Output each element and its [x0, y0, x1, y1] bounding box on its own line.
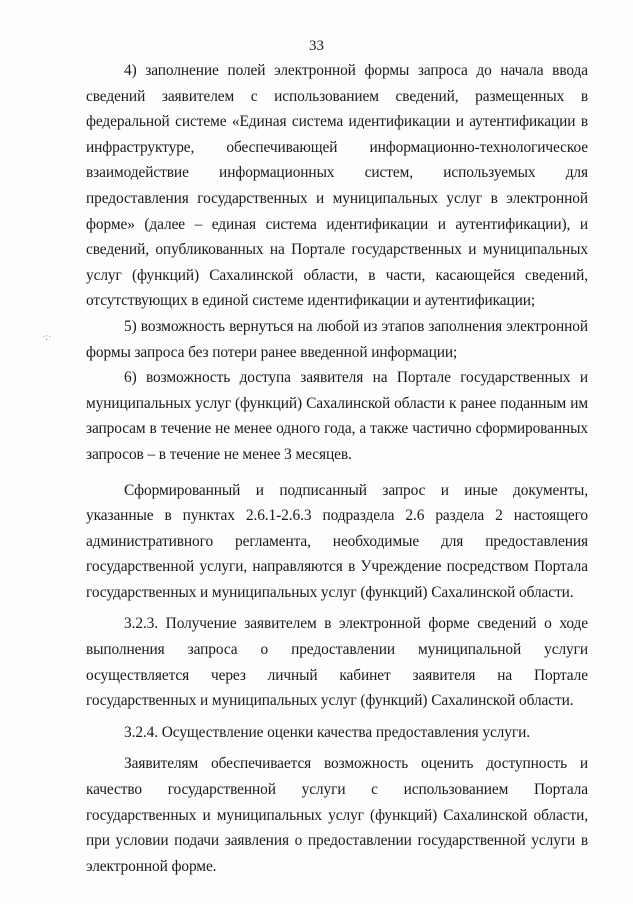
paragraph-submitted-request: Сформированный и подписанный запрос и иные документы, указанные в пунктах 2.6.1-2.6.3 подраздела 2.6 раздела 2 настоящего административного регламента, необходимые для предоставления государственной услуги, направляются в Учреждение посредством Портала государственных и муниципальных услуг (функций) Сахалинской области. [86, 481, 588, 601]
paragraph-item-4: 4) заполнение полей электронной формы запроса до начала ввода сведений заявителем с использованием сведений, размещенных в федеральной системе «Единая система идентификации и аутентификации в инфраструктуре, обеспечивающей информационно-технологическое взаимодействие информационных систем, используемых для предоставления государственных и муниципальных услуг в электронной форме» (далее – единая система идентификации и аутентификации), и сведений, опубликованных на Портале государственных и муниципальных услуг (функций) Сахалинской области, в части, касающейся сведений, отсутствующих в единой системе идентификации и аутентификации; [86, 62, 588, 310]
scan-artifact: ·:· [42, 332, 52, 343]
paragraph-3-2-3: 3.2.3. Получение заявителем в электронной форме сведений о ходе выполнения запроса о предоставлении муниципальной услуги осуществляется через личный кабинет заявителя на Портале государственных и муниципальных услуг (функций) Сахалинской области. [86, 615, 588, 710]
page-number: 33 [309, 38, 324, 54]
paragraph-3-2-4: 3.2.4. Осуществление оценки качества предоставления услуги. [124, 723, 530, 741]
paragraph-item-5: 5) возможность вернуться на любой из этапов заполнения электронной формы запроса без потери ранее введенной информации; [86, 317, 588, 361]
paragraph-item-6: 6) возможность доступа заявителя на Портале государственных и муниципальных услуг (функций) Сахалинской области к ранее поданным им запросам в течение не менее одного года, а также частично сформированных запросов – в течение не менее 3 месяцев. [86, 369, 588, 463]
document-body [86, 58, 588, 879]
paragraph-quality-assessment: Заявителям обеспечивается возможность оценить доступность и качество государственной услуги с использованием Портала государственных и муниципальных услуг (функций) Сахалинской области, при условии подачи заявления о предоставлении государственной услуги в электронной форме. [86, 755, 588, 875]
